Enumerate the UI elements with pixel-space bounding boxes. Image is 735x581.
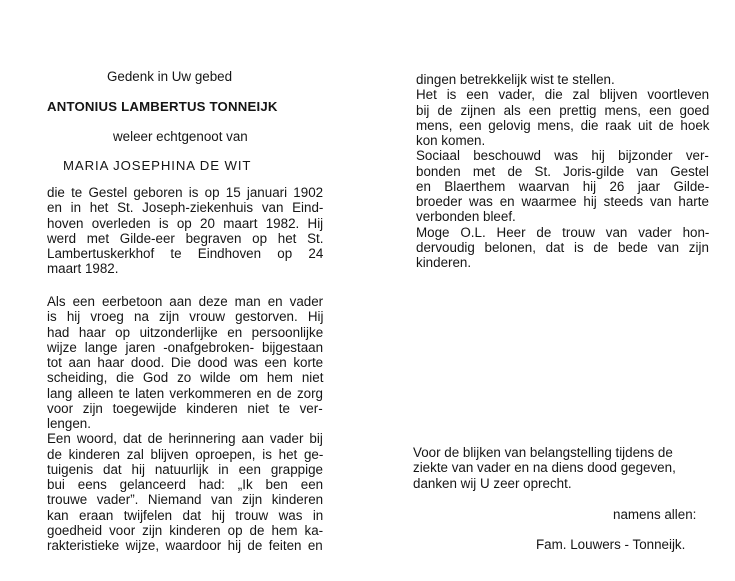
text-line: werd met Gilde-eer begraven op het St. [47,230,324,246]
text-line: lengen. [47,416,91,431]
text-line: mens, een gelovig mens, die raak uit de hoek [416,117,710,133]
text-line: goedheid voor zijn kinderen op de hem ka- [47,522,324,538]
text-line: rakteristieke wijze, waardoor hij de feiten en [47,538,323,553]
text-line: lang alleen te laten verkommeren en de zorg [47,385,323,401]
text-line: bonden met de St. Joris-gilde van Gestel [416,163,709,179]
text-line: dingen betrekkelijk wist te stellen. [416,72,615,87]
text-line: Een woord, dat de herinnering aan vader bij [47,431,323,447]
text-line: ziekte van vader en na diens dood gegeven, [413,460,676,476]
text-line: en Blaerthem waarvan hij 26 jaar Gilde- [416,178,710,194]
text-line: maart 1982. [47,261,119,277]
text-line: danken wij U zeer oprecht. [413,475,572,491]
text-line: Sociaal beschouwd was hij bijzonder ver- [416,148,709,164]
text-line: verbonden bleef. [416,209,516,225]
text-line: is hij vroeg na zijn vrouw gestorven. Hij [47,309,324,325]
text-line: kon komen. [416,133,486,148]
text-line: had haar op uitzonderlijke en persoonlijke [47,324,324,340]
text-line: en in het St. Joseph-ziekenhuis van Eind- [47,200,324,216]
header-gedenk: Gedenk in Uw gebed [107,69,233,84]
text-line: trouwe vader”. Niemand van zijn kinderen [47,492,324,508]
text-line: tot aan haar dood. Die dood was een korte [47,355,324,370]
text-line: kan eraan twijfelen dat hij trouw was in [47,507,324,523]
text-line: hoven overleden is op 20 maart 1982. Hij [47,215,324,231]
text-line: Lambertuskerkhof te Eindhoven op 24 [47,246,324,261]
text-line: bij de zijnen als een prettig mens, een goed [416,102,710,118]
namens-allen: namens allen: [613,507,697,522]
spouse-name: MARIA JOSEPHINA DE WIT [63,158,252,173]
text-line: dervoudig belonen, dat is de bede van zijn [416,239,709,255]
text-line: wijze lange jaren -onafgebroken- bijgestaan [47,339,324,355]
text-line: kinderen. [416,255,472,270]
text-line: de kinderen zal blijven oproepen, is het ge- [47,446,324,462]
text-line: broeder was en waarmee hij steeds van harte [416,194,709,209]
text-line: tuigenis dat hij natuurlijk in een grappige [47,461,323,477]
text-line: scheiding, die God zo wilde om hem niet [47,370,324,386]
text-line: bui eens gelanceerd had: „Ik ben een [47,477,324,492]
text-line: Moge O.L. Heer de trouw van vader hon- [416,224,710,240]
family-signature: Fam. Louwers - Tonneijk. [536,537,686,552]
deceased-name: ANTONIUS LAMBERTUS TONNEIJK [47,99,278,114]
text-line: voor zijn toegewijde kinderen niet te ver- [47,400,323,416]
header-relation: weleer echtgenoot van [113,129,248,144]
text-line: Als een eerbetoon aan deze man en vader [47,294,324,309]
text-line: Voor de blijken van belangstelling tijdens de [413,445,673,460]
text-line: die te Gestel geboren is op 15 januari 1902 [47,185,324,200]
text-line: Het is een vader, die zal blijven voortleven [416,87,710,103]
